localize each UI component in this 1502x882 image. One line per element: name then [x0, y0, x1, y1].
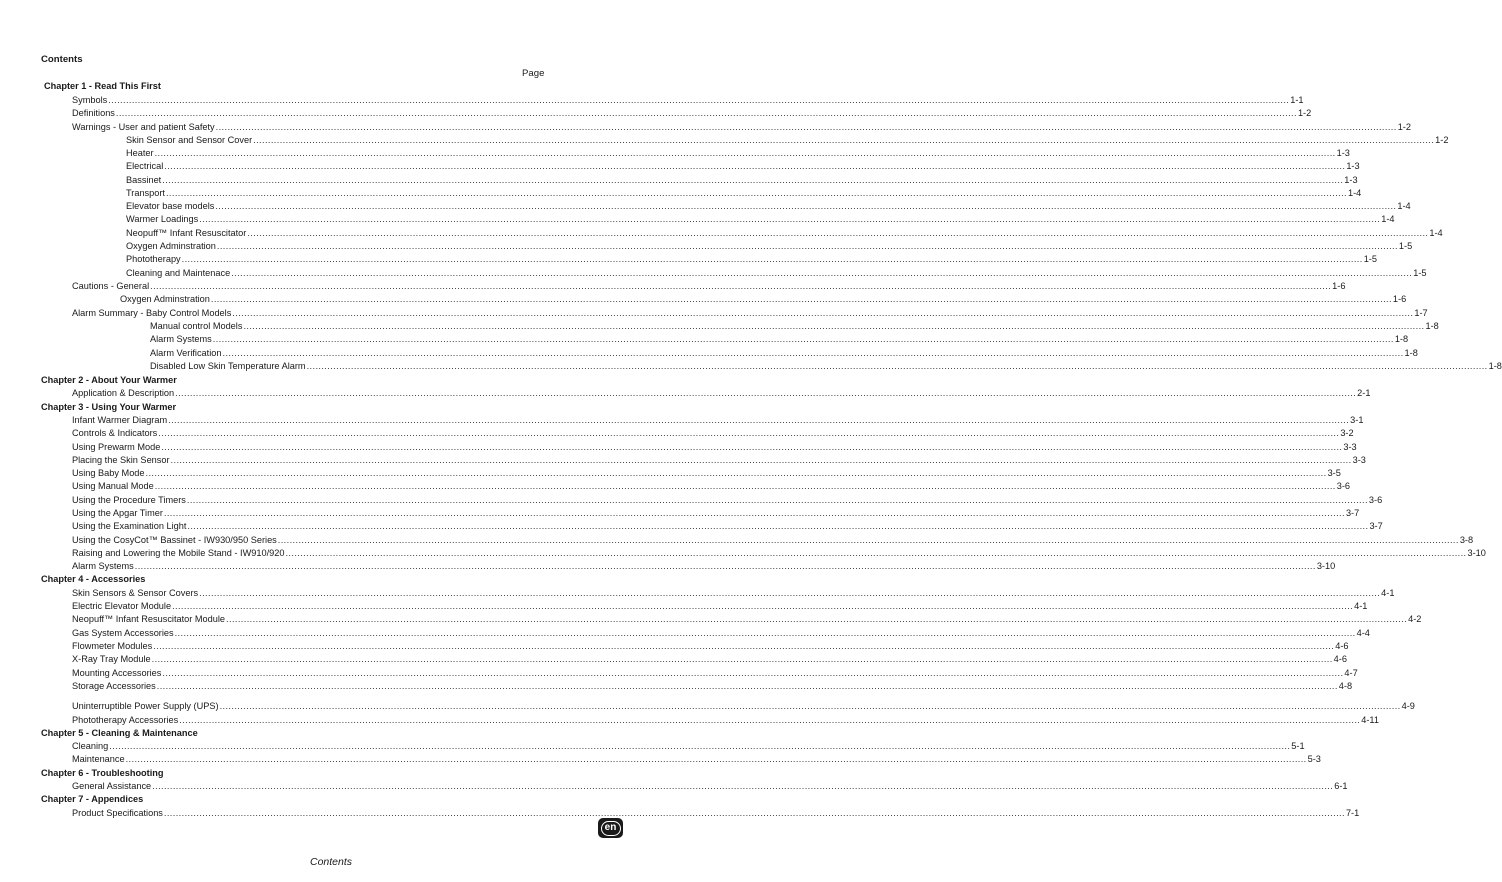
- toc-entry: [72, 700, 1415, 712]
- toc-entry-title: Controls & Indicators: [72, 428, 158, 438]
- toc-entry: [72, 547, 1486, 559]
- toc-entry-page: 3-6: [1368, 495, 1383, 505]
- toc-entry-page: 4-1: [1354, 601, 1368, 611]
- toc-entry-page: 3-10: [1316, 561, 1336, 571]
- toc-entry-page: 7-1: [1345, 808, 1360, 818]
- toc-entry-title: Uninterruptible Power Supply (UPS): [72, 701, 219, 711]
- toc-entry-page: 1-4: [1381, 214, 1395, 224]
- toc-entry: [126, 200, 1411, 212]
- dot-leader: ................................................................................................................................................................................................................................................................................................................................................................................................................: [152, 781, 1334, 791]
- toc-entry: [72, 467, 1341, 479]
- dot-leader: ................................................................................................................................................................................................................................................................................................................................................................................................................: [161, 442, 1343, 452]
- dot-leader: ................................................................................................................................................................................................................................................................................................................................................................................................................: [219, 701, 1401, 711]
- page-column-label: Page: [522, 68, 545, 79]
- toc-entry: [126, 240, 1413, 252]
- toc-entry-title: Skin Sensors & Sensor Covers: [72, 588, 199, 598]
- toc-entry-title: General Assistance: [72, 781, 152, 791]
- toc-entry: [72, 414, 1364, 426]
- toc-entry-title: Neopuff™ Infant Resuscitator Module: [72, 614, 226, 624]
- dot-leader: ................................................................................................................................................................................................................................................................................................................................................................................................................: [153, 641, 1335, 651]
- dot-leader: ................................................................................................................................................................................................................................................................................................................................................................................................................: [253, 135, 1435, 145]
- toc-entry: [126, 227, 1443, 239]
- toc-entry-title: Oxygen Adminstration: [126, 241, 216, 251]
- toc-entry-page: 3-5: [1327, 468, 1341, 478]
- toc-entry-title: Using the CosyCot™ Bassinet - IW930/950 Series: [72, 535, 277, 545]
- toc-entry: [72, 441, 1357, 453]
- toc-entry: [72, 600, 1368, 612]
- toc-entry-title: Application & Description: [72, 388, 175, 398]
- toc-entry: [72, 640, 1349, 652]
- toc-entry: [72, 121, 1411, 133]
- toc-entry: [150, 360, 1502, 372]
- toc-entry-page: 1-8: [1394, 334, 1409, 344]
- toc-entry: [72, 627, 1370, 639]
- dot-leader: ................................................................................................................................................................................................................................................................................................................................................................................................................: [243, 321, 1425, 331]
- toc-entry-page: 1-8: [1488, 361, 1502, 371]
- toc-entry: [72, 94, 1304, 106]
- toc-entry: [72, 507, 1360, 519]
- dot-leader: ................................................................................................................................................................................................................................................................................................................................................................................................................: [109, 741, 1291, 751]
- toc-entry-page: 4-2: [1408, 614, 1422, 624]
- toc-entry-title: Electric Elevator Module: [72, 601, 172, 611]
- toc-entry: [72, 680, 1353, 692]
- toc-entry-title: Alarm Systems: [72, 561, 134, 571]
- dot-leader: ................................................................................................................................................................................................................................................................................................................................................................................................................: [285, 548, 1467, 558]
- dot-leader: ................................................................................................................................................................................................................................................................................................................................................................................................................: [175, 388, 1357, 398]
- toc-entry: [72, 753, 1321, 765]
- toc-entry-page: 1-3: [1344, 175, 1358, 185]
- dot-leader: ................................................................................................................................................................................................................................................................................................................................................................................................................: [162, 175, 1344, 185]
- toc-entry: [126, 134, 1449, 146]
- dot-leader: ................................................................................................................................................................................................................................................................................................................................................................................................................: [172, 601, 1354, 611]
- toc-entry-title: Skin Sensor and Sensor Cover: [126, 135, 253, 145]
- toc-entry: [126, 253, 1377, 265]
- toc-entry-title: Chapter 6 - Troubleshooting: [41, 768, 164, 778]
- toc-entry-page: 1-8: [1425, 321, 1439, 331]
- toc-entry-page: 5-1: [1291, 741, 1305, 751]
- toc-entry-title: Alarm Summary - Baby Control Models: [72, 308, 232, 318]
- toc-entry: [72, 613, 1422, 625]
- toc-entry-page: 1-2: [1397, 122, 1411, 132]
- dot-leader: ................................................................................................................................................................................................................................................................................................................................................................................................................: [158, 428, 1340, 438]
- toc-entry-page: 1-5: [1413, 268, 1427, 278]
- toc-entry-title: Gas System Accessories: [72, 628, 174, 638]
- toc-entry-page: 3-3: [1352, 455, 1366, 465]
- toc-entry-page: 1-5: [1363, 254, 1377, 264]
- toc-entry-page: 4-8: [1338, 681, 1353, 691]
- toc-entry-title: Placing the Skin Sensor: [72, 455, 170, 465]
- toc-entry-title: Elevator base models: [126, 201, 215, 211]
- toc-entry: [126, 174, 1358, 186]
- toc-entry: [126, 160, 1360, 172]
- toc-entry: [150, 347, 1418, 359]
- toc-entry-page: 2-1: [1357, 388, 1371, 398]
- toc-entry: [72, 560, 1336, 572]
- toc-entry-title: Storage Accessories: [72, 681, 156, 691]
- toc-entry: [150, 333, 1409, 345]
- dot-leader: ................................................................................................................................................................................................................................................................................................................................................................................................................: [154, 148, 1336, 158]
- toc-entry-title: Symbols: [72, 95, 108, 105]
- toc-entry-title: Using the Examination Light: [72, 521, 187, 531]
- toc-entry-title: Phototherapy Accessories: [72, 715, 179, 725]
- toc-entry-page: 1-3: [1336, 148, 1350, 158]
- dot-leader: ................................................................................................................................................................................................................................................................................................................................................................................................................: [162, 668, 1344, 678]
- toc-entry-page: 3-1: [1350, 415, 1364, 425]
- toc-entry-page: 1-4: [1429, 228, 1443, 238]
- dot-leader: ................................................................................................................................................................................................................................................................................................................................................................................................................: [156, 681, 1338, 691]
- dot-leader: ................................................................................................................................................................................................................................................................................................................................................................................................................: [134, 561, 1316, 571]
- toc-entry: [150, 320, 1439, 332]
- toc-entry: [72, 107, 1312, 119]
- dot-leader: ................................................................................................................................................................................................................................................................................................................................................................................................................: [163, 808, 1345, 818]
- toc-entry: [72, 427, 1354, 439]
- toc-entry: [126, 147, 1350, 159]
- toc-entry-title: Manual control Models: [150, 321, 243, 331]
- toc-entry-title: Phototherapy: [126, 254, 181, 264]
- toc-entry-page: 1-2: [1435, 135, 1449, 145]
- toc-entry-title: Using the Procedure Timers: [72, 495, 186, 505]
- toc-entry: [72, 653, 1347, 665]
- dot-leader: ................................................................................................................................................................................................................................................................................................................................................................................................................: [199, 214, 1381, 224]
- toc-entry-title: Chapter 3 - Using Your Warmer: [41, 402, 177, 412]
- dot-leader: ................................................................................................................................................................................................................................................................................................................................................................................................................: [215, 201, 1397, 211]
- toc-entry-page: 3-3: [1343, 442, 1357, 452]
- dot-leader: ................................................................................................................................................................................................................................................................................................................................................................................................................: [165, 188, 1348, 198]
- toc-entry-page: 4-6: [1333, 654, 1347, 664]
- toc-entry-page: 4-9: [1401, 701, 1415, 711]
- dot-leader: ................................................................................................................................................................................................................................................................................................................................................................................................................: [151, 654, 1333, 664]
- toc-entry-page: 6-1: [1334, 781, 1348, 791]
- toc-entry-title: Neopuff™ Infant Resuscitator: [126, 228, 247, 238]
- dot-leader: ................................................................................................................................................................................................................................................................................................................................................................................................................: [174, 628, 1356, 638]
- dot-leader: ................................................................................................................................................................................................................................................................................................................................................................................................................: [226, 614, 1408, 624]
- toc-entry-title: Alarm Verification: [150, 348, 222, 358]
- toc-entry: [72, 587, 1395, 599]
- toc-entry-page: 1-1: [1290, 95, 1304, 105]
- dot-leader: ................................................................................................................................................................................................................................................................................................................................................................................................................: [150, 281, 1332, 291]
- toc-entry-page: 4-11: [1361, 715, 1379, 725]
- toc-entry-title: Cleaning and Maintenace: [126, 268, 231, 278]
- toc-entry-title: Infant Warmer Diagram: [72, 415, 168, 425]
- toc-entry-title: Using Baby Mode: [72, 468, 145, 478]
- dot-leader: ................................................................................................................................................................................................................................................................................................................................................................................................................: [145, 468, 1327, 478]
- toc-entry-title: Using Prewarm Mode: [72, 442, 161, 452]
- toc-entry-page: 4-6: [1335, 641, 1349, 651]
- language-badge-icon: [598, 818, 623, 838]
- toc-entry-title: Bassinet: [126, 175, 162, 185]
- toc-entry-page: 1-8: [1404, 348, 1418, 358]
- toc-entry: [72, 280, 1346, 292]
- toc-entry: [72, 780, 1348, 792]
- toc-entry-title: Maintenance: [72, 754, 125, 764]
- toc-entry-title: Heater: [126, 148, 154, 158]
- toc-entry-page: 4-4: [1356, 628, 1370, 638]
- toc-entry-page: 1-3: [1346, 161, 1360, 171]
- dot-leader: ................................................................................................................................................................................................................................................................................................................................................................................................................: [164, 161, 1346, 171]
- toc-entry-title: Chapter 1 - Read This First: [44, 81, 161, 91]
- dot-leader: ................................................................................................................................................................................................................................................................................................................................................................................................................: [163, 508, 1345, 518]
- chapter-heading: [41, 727, 198, 739]
- toc-entry-page: 1-5: [1398, 241, 1413, 251]
- toc-entry-title: Chapter 5 - Cleaning & Maintenance: [41, 728, 198, 738]
- toc-entry-title: Electrical: [126, 161, 164, 171]
- toc-entry: [120, 293, 1407, 305]
- chapter-heading: [41, 374, 177, 386]
- dot-leader: ................................................................................................................................................................................................................................................................................................................................................................................................................: [210, 294, 1392, 304]
- chapter-heading: [41, 793, 143, 805]
- toc-entry-page: 1-6: [1392, 294, 1407, 304]
- toc-entry-title: Cleaning: [72, 741, 109, 751]
- toc-entry-title: Warmer Loadings: [126, 214, 199, 224]
- toc-entry-page: 1-6: [1332, 281, 1346, 291]
- toc-entry: [126, 267, 1427, 279]
- toc-entry-title: X-Ray Tray Module: [72, 654, 151, 664]
- toc-entry-title: Alarm Systems: [150, 334, 212, 344]
- toc-entry: [72, 520, 1383, 532]
- toc-entry-title: Transport: [126, 188, 165, 198]
- toc-entry-title: Using Manual Mode: [72, 481, 154, 491]
- toc-entry: [72, 454, 1366, 466]
- toc-entry-page: 3-2: [1340, 428, 1354, 438]
- dot-leader: ................................................................................................................................................................................................................................................................................................................................................................................................................: [168, 415, 1350, 425]
- toc-entry-title: Chapter 2 - About Your Warmer: [41, 375, 177, 385]
- toc-entry: [72, 807, 1360, 819]
- toc-entry-title: Chapter 4 - Accessories: [41, 574, 146, 584]
- dot-leader: ................................................................................................................................................................................................................................................................................................................................................................................................................: [277, 535, 1459, 545]
- chapter-heading: [41, 767, 164, 779]
- toc-entry-title: Mounting Accessories: [72, 668, 162, 678]
- toc-entry-title: Definitions: [72, 108, 115, 118]
- dot-leader: ................................................................................................................................................................................................................................................................................................................................................................................................................: [154, 481, 1336, 491]
- toc-entry: [72, 480, 1351, 492]
- chapter-heading: [41, 573, 145, 585]
- language-code: en: [601, 821, 621, 836]
- dot-leader: ................................................................................................................................................................................................................................................................................................................................................................................................................: [186, 495, 1368, 505]
- toc-entry-title: Raising and Lowering the Mobile Stand - IW910/920: [72, 548, 285, 558]
- toc-entry: [72, 387, 1371, 399]
- dot-leader: ................................................................................................................................................................................................................................................................................................................................................................................................................: [170, 455, 1352, 465]
- toc-entry: [72, 494, 1383, 506]
- dot-leader: ................................................................................................................................................................................................................................................................................................................................................................................................................: [247, 228, 1429, 238]
- toc-entry-page: 1-4: [1397, 201, 1411, 211]
- dot-leader: ................................................................................................................................................................................................................................................................................................................................................................................................................: [108, 95, 1290, 105]
- toc-entry-page: 3-10: [1467, 548, 1486, 558]
- dot-leader: ................................................................................................................................................................................................................................................................................................................................................................................................................: [306, 361, 1488, 371]
- toc-entry-title: Disabled Low Skin Temperature Alarm: [150, 361, 306, 371]
- dot-leader: ................................................................................................................................................................................................................................................................................................................................................................................................................: [199, 588, 1381, 598]
- toc-entry-page: 5-3: [1307, 754, 1321, 764]
- dot-leader: ................................................................................................................................................................................................................................................................................................................................................................................................................: [125, 754, 1307, 764]
- toc-entry: [126, 187, 1362, 199]
- dot-leader: ................................................................................................................................................................................................................................................................................................................................................................................................................: [222, 348, 1404, 358]
- dot-leader: ................................................................................................................................................................................................................................................................................................................................................................................................................: [231, 268, 1413, 278]
- toc-entry: [126, 213, 1395, 225]
- chapter-heading: [41, 401, 176, 413]
- toc-entry-page: 1-7: [1414, 308, 1428, 318]
- toc-entry-title: Using the Apgar Timer: [72, 508, 163, 518]
- toc-entry-page: 3-6: [1336, 481, 1351, 491]
- toc-entry-page: 3-8: [1459, 535, 1474, 545]
- chapter-heading: [44, 80, 161, 92]
- toc-entry-title: Product Specifications: [72, 808, 163, 818]
- toc-entry-page: 3-7: [1345, 508, 1360, 518]
- dot-leader: ................................................................................................................................................................................................................................................................................................................................................................................................................: [179, 715, 1361, 725]
- toc-entry-title: Chapter 7 - Appendices: [41, 794, 144, 804]
- toc-entry-page: 1-4: [1348, 188, 1362, 198]
- toc-entry-title: Cautions - General: [72, 281, 150, 291]
- dot-leader: ................................................................................................................................................................................................................................................................................................................................................................................................................: [181, 254, 1363, 264]
- dot-leader: ................................................................................................................................................................................................................................................................................................................................................................................................................: [232, 308, 1414, 318]
- toc-entry: [72, 534, 1474, 546]
- dot-leader: ................................................................................................................................................................................................................................................................................................................................................................................................................: [212, 334, 1394, 344]
- toc-entry: [72, 714, 1379, 726]
- page-footer: Contents: [309, 856, 353, 868]
- dot-leader: ................................................................................................................................................................................................................................................................................................................................................................................................................: [215, 122, 1397, 132]
- toc-entry: [72, 307, 1428, 319]
- dot-leader: ................................................................................................................................................................................................................................................................................................................................................................................................................: [216, 241, 1398, 251]
- contents-heading: Contents: [41, 54, 83, 65]
- toc-entry-title: Warnings - User and patient Safety: [72, 122, 215, 132]
- toc-entry-page: 4-7: [1344, 668, 1358, 678]
- toc-entry-title: Flowmeter Modules: [72, 641, 153, 651]
- toc-entry: [72, 667, 1358, 679]
- toc-entry-page: 1-2: [1297, 108, 1312, 118]
- toc-entry-title: Oxygen Adminstration: [120, 294, 210, 304]
- toc-entry-page: 3-7: [1369, 521, 1383, 531]
- toc-entry: [72, 740, 1305, 752]
- dot-leader: ................................................................................................................................................................................................................................................................................................................................................................................................................: [187, 521, 1369, 531]
- dot-leader: ................................................................................................................................................................................................................................................................................................................................................................................................................: [115, 108, 1297, 118]
- toc-entry-page: 4-1: [1381, 588, 1395, 598]
